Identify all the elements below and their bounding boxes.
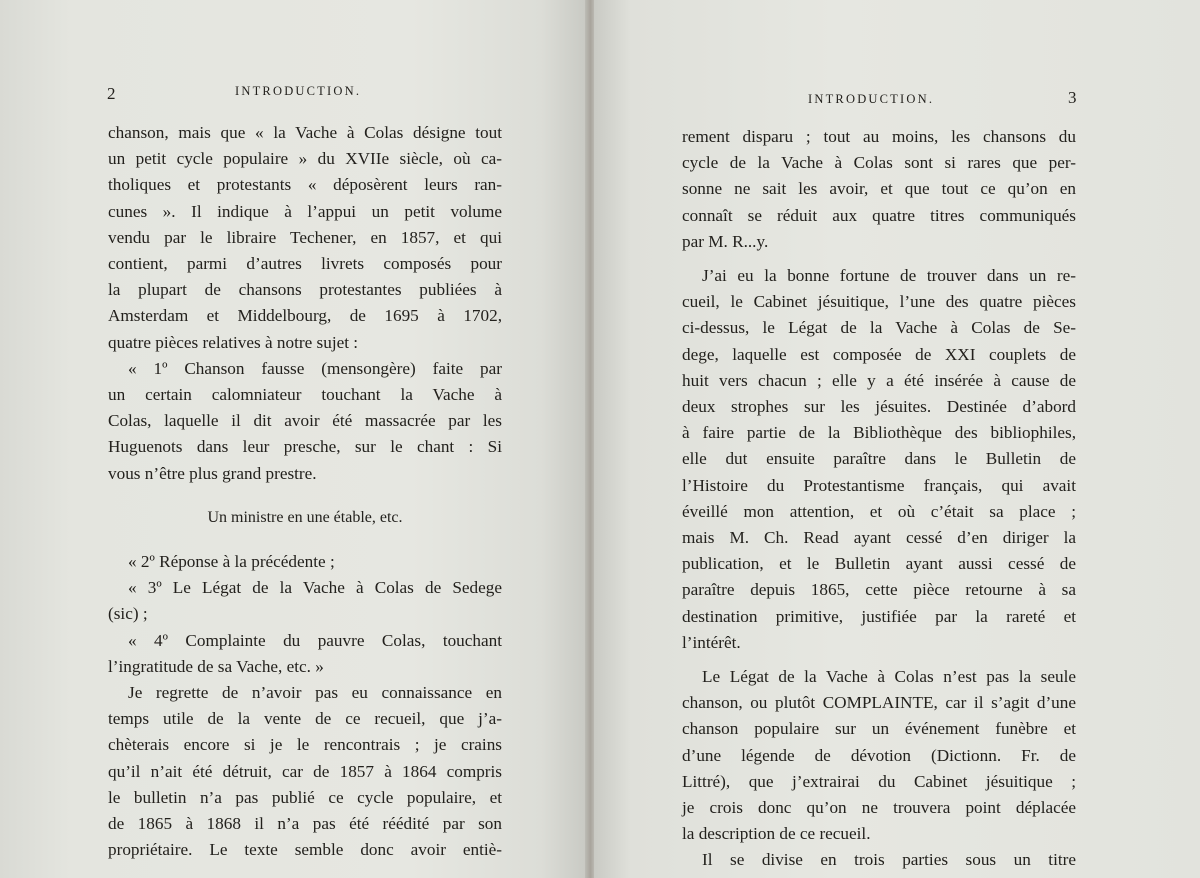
text-line: la description de ce recueil. bbox=[682, 824, 871, 844]
text-line: un petit cycle populaire » du XVIIe siècle, où ca- bbox=[108, 149, 502, 169]
text-line: « 3º Le Légat de la Vache à Colas de Sedege bbox=[128, 578, 502, 598]
text-line: éveillé mon attention, et où c’était sa place ; bbox=[682, 501, 1076, 521]
text-line: temps utile de la vente de ce recueil, que j’a- bbox=[108, 709, 502, 729]
text-line: l’ingratitude de sa Vache, etc. » bbox=[108, 656, 324, 676]
spacer bbox=[108, 531, 502, 549]
text-line: par M. R...y. bbox=[682, 231, 769, 251]
text-line: J’ai eu la bonne fortune de trouver dans un re- bbox=[702, 266, 1076, 286]
text-line: tholiques et protestants « déposèrent leurs ran- bbox=[108, 175, 502, 195]
quoted-verse: Un ministre en une étable, etc. bbox=[207, 508, 403, 526]
text-line: sonne ne sait les avoir, et que tout ce qu’on en bbox=[682, 179, 1076, 199]
text-line: deux strophes sur les jésuites. Destinée d’abord bbox=[682, 397, 1076, 417]
text-line: cycle de la Vache à Colas sont si rares que per- bbox=[682, 153, 1076, 173]
text-line: l’intérêt. bbox=[682, 632, 741, 652]
text-line: à faire partie de la Bibliothèque des bibliophiles, bbox=[682, 423, 1076, 443]
text-line: Huguenots dans leur presche, sur le chant : Si bbox=[108, 437, 502, 457]
text-line: connaît se réduit aux quatre titres communiqués bbox=[682, 205, 1076, 225]
text-line: publication, et le Bulletin ayant aussi cessé de bbox=[682, 554, 1076, 574]
text-line: (sic) ; bbox=[108, 604, 148, 624]
text-line: Le Légat de la Vache à Colas n’est pas la seule bbox=[702, 667, 1076, 687]
text-line: vendu par le libraire Techener, en 1857, et qui bbox=[108, 227, 502, 247]
body-text bbox=[108, 120, 502, 863]
page-number: 2 bbox=[107, 84, 116, 103]
right-page bbox=[594, 0, 1200, 878]
text-line: Amsterdam et Middelbourg, de 1695 à 1702, bbox=[108, 306, 502, 326]
spacer bbox=[682, 656, 1076, 664]
text-line: ci-dessus, le Légat de la Vache à Colas de Se- bbox=[682, 318, 1076, 338]
text-line: cueil, le Cabinet jésuitique, l’une des quatre pièces bbox=[682, 292, 1076, 312]
text-line: chanson, ou plutôt COMPLAINTE, car il s’agit d’une bbox=[682, 693, 1076, 713]
text-line: elle dut ensuite paraître dans le Bulletin de bbox=[682, 449, 1076, 469]
text-line: huit vers chacun ; elle y a été insérée à cause de bbox=[682, 370, 1076, 390]
text-line: propriétaire. Le texte semble donc avoir entiè- bbox=[108, 840, 502, 860]
text-line: qu’il n’ait été détruit, car de 1857 à 1864 compris bbox=[108, 761, 502, 781]
text-line: contient, parmi d’autres livrets composés pour bbox=[108, 254, 502, 274]
text-line: cunes ». Il indique à l’appui un petit volume bbox=[108, 201, 502, 221]
text-line: Colas, laquelle il dit avoir été massacrée par les bbox=[108, 411, 502, 431]
spacer bbox=[108, 487, 502, 505]
text-line: Littré), que j’extrairai du Cabinet jésuitique ; bbox=[682, 771, 1076, 791]
running-head: INTRODUCTION. bbox=[808, 92, 935, 106]
text-line: chanson populaire sur un événement funèbre et bbox=[682, 719, 1076, 739]
text-line: chanson, mais que « la Vache à Colas désigne tout bbox=[108, 123, 502, 142]
text-line: dege, laquelle est composée de XXI couplets de bbox=[682, 344, 1076, 364]
text-line: chèterais encore si je le rencontrais ; je crains bbox=[108, 735, 502, 755]
text-line: Je regrette de n’avoir pas eu connaissance en bbox=[128, 683, 502, 703]
text-line: mais M. Ch. Read ayant cessé d’en diriger la bbox=[682, 528, 1076, 548]
body-text bbox=[682, 124, 1076, 874]
text-line: « 1º Chanson fausse (mensongère) faite par bbox=[128, 358, 502, 378]
text-line: je crois donc qu’on ne trouvera point déplacée bbox=[682, 798, 1076, 818]
text-line: un certain calomniateur touchant la Vache à bbox=[108, 385, 502, 405]
text-line: la plupart de chansons protestantes publiées à bbox=[108, 280, 502, 300]
text-line: le bulletin n’a pas publié ce cycle populaire, et bbox=[108, 787, 502, 807]
text-line: paraître depuis 1865, cette pièce retourne à sa bbox=[682, 580, 1076, 600]
running-head: INTRODUCTION. bbox=[235, 84, 362, 98]
left-page bbox=[0, 0, 588, 878]
page-number: 3 bbox=[1068, 88, 1077, 107]
text-line: vous n’être plus grand prestre. bbox=[108, 463, 317, 483]
text-line: destination primitive, justifiée par la rareté et bbox=[682, 606, 1076, 626]
spacer bbox=[682, 255, 1076, 263]
text-line: de 1865 à 1868 il n’a pas été réédité par son bbox=[108, 814, 502, 834]
text-line: Il se divise en trois parties sous un titre bbox=[702, 850, 1076, 870]
text-line: quatre pièces relatives à notre sujet : bbox=[108, 332, 359, 352]
text-line: l’Histoire du Protestantisme français, qui avait bbox=[682, 475, 1076, 495]
text-line: rement disparu ; tout au moins, les chansons du bbox=[682, 127, 1076, 146]
text-line: d’une légende de dévotion (Dictionn. Fr. de bbox=[682, 745, 1076, 765]
text-line: « 4º Complainte du pauvre Colas, touchant bbox=[128, 630, 502, 650]
text-line: « 2º Réponse à la précédente ; bbox=[128, 552, 335, 572]
